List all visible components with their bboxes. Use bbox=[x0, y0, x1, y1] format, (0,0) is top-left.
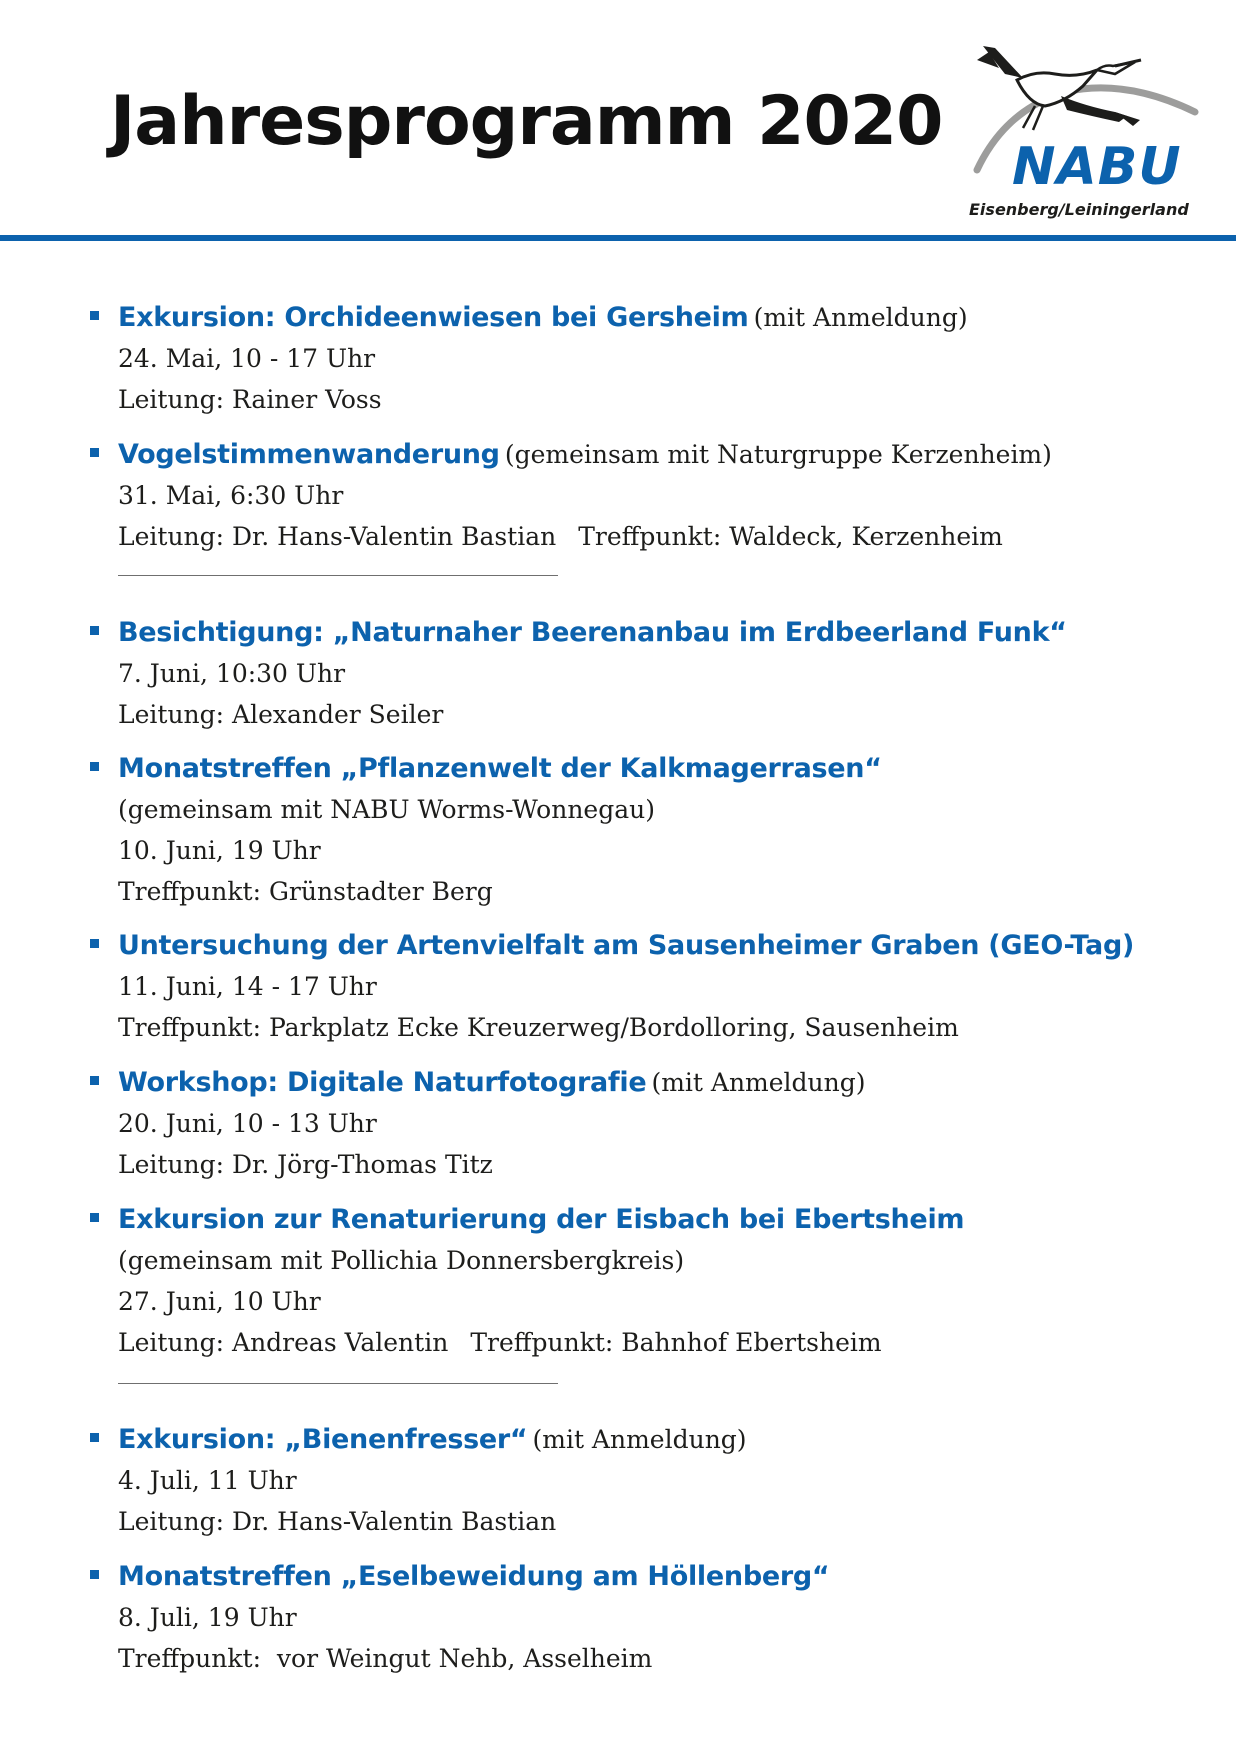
event-title: Vogelstimmenwanderung bbox=[118, 439, 500, 470]
event-date: 24. Mai, 10 - 17 Uhr bbox=[118, 344, 376, 373]
section-separator bbox=[118, 1383, 558, 1384]
event-note: (mit Anmeldung) bbox=[532, 1425, 747, 1454]
event-date: 4. Juli, 11 Uhr bbox=[118, 1466, 297, 1495]
page-title: Jahresprogramm 2020 bbox=[110, 82, 943, 161]
event-treffpunkt: Treffpunkt: Waldeck, Kerzenheim bbox=[578, 522, 1003, 551]
event-leitung: Leitung: Dr. Hans-Valentin Bastian bbox=[118, 522, 557, 551]
bullet-icon bbox=[90, 1570, 99, 1579]
event-date: 8. Juli, 19 Uhr bbox=[118, 1603, 297, 1632]
event-date: 31. Mai, 6:30 Uhr bbox=[118, 481, 344, 510]
bullet-icon bbox=[90, 939, 99, 948]
event-note: (gemeinsam mit Naturgruppe Kerzenheim) bbox=[504, 440, 1052, 469]
event-date: 7. Juni, 10:30 Uhr bbox=[118, 659, 346, 688]
event-title: Monatstreffen „Eselbeweidung am Höllenberg“ bbox=[118, 1561, 830, 1592]
bullet-icon bbox=[90, 1433, 99, 1442]
event-date: 27. Juni, 10 Uhr bbox=[118, 1287, 321, 1316]
event-date: 11. Juni, 14 - 17 Uhr bbox=[118, 972, 377, 1001]
bullet-icon bbox=[90, 626, 99, 635]
logo-wordmark: NABU bbox=[1012, 137, 1182, 197]
event-title: Besichtigung: „Naturnaher Beerenanbau im Erdbeerland Funk“ bbox=[118, 617, 1067, 648]
event-leitung: Leitung: Rainer Voss bbox=[118, 385, 382, 414]
event-treffpunkt: Treffpunkt: vor Weingut Nehb, Asselheim bbox=[118, 1644, 653, 1673]
event-treffpunkt: Treffpunkt: Bahnhof Ebertsheim bbox=[470, 1328, 882, 1357]
event-title: Exkursion: Orchideenwiesen bei Gersheim bbox=[118, 302, 749, 333]
event-treffpunkt: Treffpunkt: Parkplatz Ecke Kreuzerweg/Bordolloring, Sausenheim bbox=[118, 1013, 959, 1042]
event-title: Workshop: Digitale Naturfotografie bbox=[118, 1067, 647, 1098]
event-date: 10. Juni, 19 Uhr bbox=[118, 836, 321, 865]
event-leitung: Leitung: Dr. Hans-Valentin Bastian bbox=[118, 1507, 557, 1536]
logo-subtitle: Eisenberg/Leiningerland bbox=[969, 200, 1189, 219]
event-note: (mit Anmeldung) bbox=[753, 303, 968, 332]
bullet-icon bbox=[90, 762, 99, 771]
bullet-icon bbox=[90, 1213, 99, 1222]
event-partner: (gemeinsam mit NABU Worms-Wonnegau) bbox=[118, 795, 655, 824]
event-treffpunkt: Treffpunkt: Grünstadter Berg bbox=[118, 877, 493, 906]
event-date: 20. Juni, 10 - 13 Uhr bbox=[118, 1109, 377, 1138]
bullet-icon bbox=[90, 1076, 99, 1085]
event-title: Monatstreffen „Pflanzenwelt der Kalkmagerrasen“ bbox=[118, 753, 882, 784]
event-title: Exkursion: „Bienenfresser“ bbox=[118, 1424, 528, 1455]
section-separator bbox=[118, 575, 558, 576]
bullet-icon bbox=[90, 448, 99, 457]
event-partner: (gemeinsam mit Pollichia Donnersbergkreis) bbox=[118, 1246, 685, 1275]
event-leitung: Leitung: Andreas Valentin bbox=[118, 1328, 449, 1357]
event-title: Untersuchung der Artenvielfalt am Sausenheimer Graben (GEO-Tag) bbox=[118, 930, 1135, 961]
event-leitung: Leitung: Alexander Seiler bbox=[118, 700, 444, 729]
event-note: (mit Anmeldung) bbox=[651, 1068, 866, 1097]
bullet-icon bbox=[90, 311, 99, 320]
event-leitung: Leitung: Dr. Jörg-Thomas Titz bbox=[118, 1150, 493, 1179]
event-title: Exkursion zur Renaturierung der Eisbach bei Ebertsheim bbox=[118, 1204, 965, 1235]
